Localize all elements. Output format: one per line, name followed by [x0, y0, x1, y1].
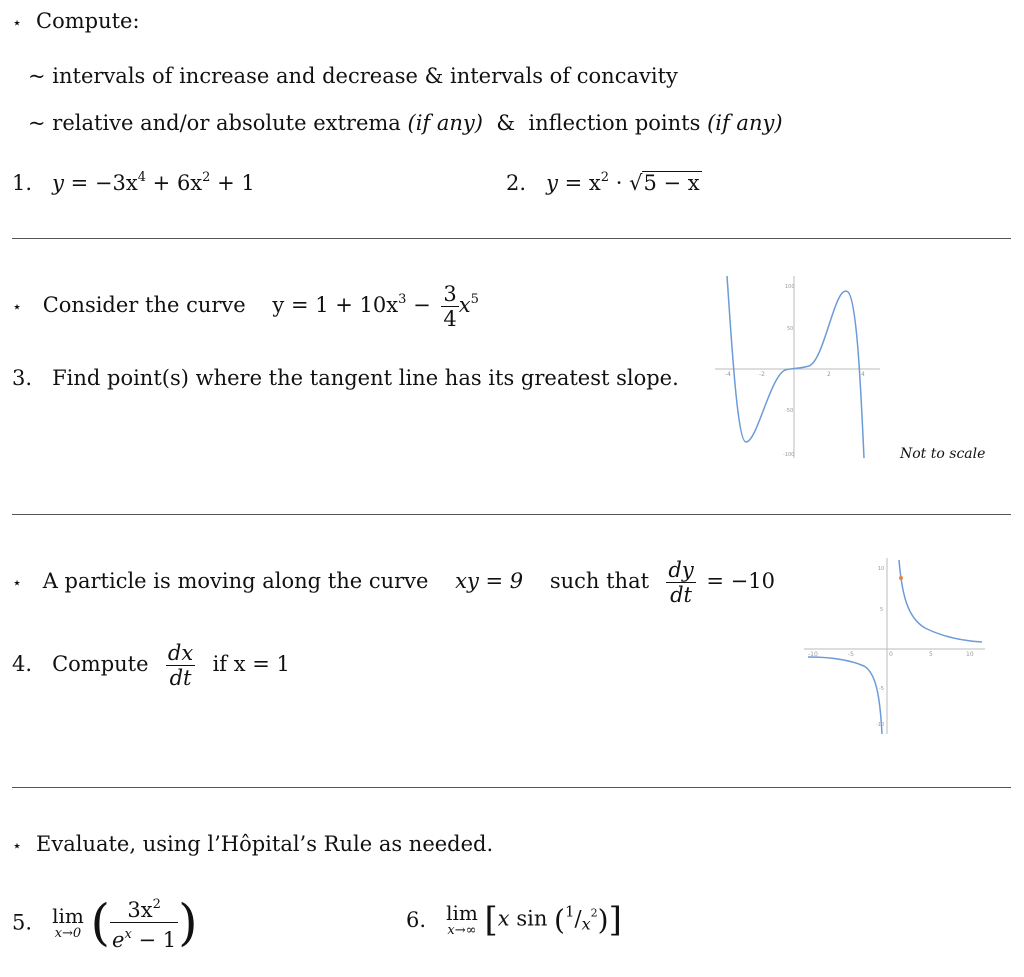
- hyperbola-x-tick-5: 10: [966, 651, 974, 658]
- hyperbola-y-tick-3: -5: [879, 686, 884, 692]
- problem-4: 4. Compute $\frac{dx}{dt}$ if x = 1: [12, 641, 290, 690]
- hyperbola-point: [899, 576, 903, 580]
- divider-3: [12, 787, 1011, 788]
- quintic-curve: [727, 276, 864, 458]
- quintic-y-tick-4: -100: [783, 452, 795, 458]
- criteria-line-2: ~ relative and/or absolute extrema (if any) & inflection points (if any): [28, 111, 783, 135]
- hyperbola-branch-right: [899, 560, 982, 642]
- quintic-x-tick-2: -2: [759, 371, 765, 378]
- hyperbola-y-tick-4: -10: [876, 722, 885, 728]
- quintic-y-tick-2: 50: [787, 326, 794, 332]
- quintic-y-tick-3: -50: [785, 408, 794, 414]
- curve-statement: ⋆ Consider the curve $y = 1 + 10x^3$ − $\frac{3}{4}$ $x^5$: [12, 282, 479, 331]
- divider-1: [12, 238, 1011, 239]
- hyperbola-y-tick-2: 5: [880, 607, 884, 613]
- hyperbola-branch-left: [808, 657, 885, 734]
- criteria-line-1: ~ intervals of increase and decrease & intervals of concavity: [28, 64, 678, 88]
- evaluate-heading: ⋆ Evaluate, using l’Hôpital’s Rule as needed.: [12, 832, 494, 856]
- problem-3: 3. Find point(s) where the tangent line has its greatest slope.: [12, 366, 679, 390]
- hyperbola-x-tick-3: 0: [889, 651, 893, 658]
- hyperbola-y-tick-1: 10: [878, 566, 885, 572]
- quintic-x-tick-4: 4: [861, 371, 865, 378]
- star-bullet-1: ⋆ Compute:: [12, 9, 140, 33]
- problem-6: 6. lim x→∞ [x $\sin (^1/x^2)$]: [406, 900, 622, 940]
- divider-2: [12, 514, 1011, 515]
- quintic-graph: [715, 272, 885, 462]
- not-to-scale-note: Not to scale: [900, 446, 986, 462]
- hyperbola-x-tick-1: -10: [808, 651, 818, 658]
- quintic-y-tick-1: 100: [785, 284, 795, 290]
- quintic-x-tick-3: 2: [827, 371, 831, 378]
- hyperbola-graph: [800, 556, 990, 738]
- hyperbola-x-tick-4: 5: [929, 651, 933, 658]
- quintic-x-tick-1: -4: [725, 371, 731, 378]
- particle-statement: ⋆ A particle is moving along the curve xy = 9 such that $\frac{dy}{dt}$ = −10: [12, 558, 775, 607]
- hyperbola-x-tick-2: -5: [848, 651, 854, 658]
- problem-2: 2. $y = x^2 \cdot √5 - x$: [506, 170, 700, 195]
- problem-5: 5. lim x→0 ( $\frac{3x^2}{e^x - 1}$ ): [12, 893, 198, 952]
- problem-1: 1. $y = -3x^4 + 6x^2 + 1$: [12, 170, 255, 195]
- compute-heading: Compute:: [36, 9, 140, 33]
